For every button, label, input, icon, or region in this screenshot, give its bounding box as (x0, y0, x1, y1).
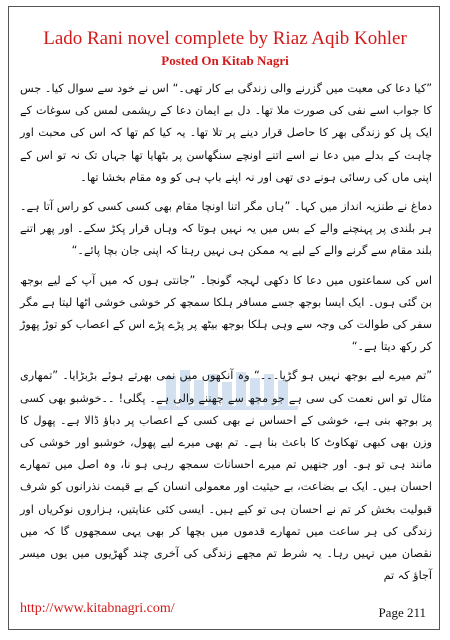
document-body (20, 78, 432, 594)
paragraph: اس کی سماعتوں میں دعا کا دکھی لہجہ گونجا۔ ”جانتی ہوں کہ میں آپ کے لیے بوجھ بن گئی ہوں۔ ایک ایسا بوجھ جسے مسافر ہلکا سمجھ کر خوشی خوشی اٹھا لیتا ہے مگر سفر کی طوالت کی وجہ سے وہی ہلکا بوجھ بیٹھ پر پڑے پڑے اس کے اعصاب کو توڑ پھوڑ کر رکھ دیتا ہے۔“ (20, 273, 432, 354)
paragraph: ”کیا دعا کی معیت میں گزرنے والی زندگی بے کار تھی۔“ اس نے خود سے سوال کیا۔ جس کا جواب اسے نفی کی صورت ملا تھا۔ دل بے ایمان دعا کے ریشمی لمس کی سوغات کے ایک پل کو زندگی بھر کا حاصل قرار دینے پر تلا تھا۔ یہ کیا کم تھا کہ اس کی محبت اور چاہت کے بدلے میں دعا نے اسے اتنے اونچے سنگھاسن پر بٹھایا تھا جہاں تک نہ تو اس کے اپنی ماں کی رسائی ہونے دی تھی اور نہ اپنے باپ ہی کو وہ مقام بخشا تھا۔ (20, 82, 432, 184)
page-subtitle: Posted On Kitab Nagri (161, 53, 289, 68)
site-link[interactable]: http://www.kitabnagri.com/ (20, 601, 175, 616)
paragraph: دماغ نے طنزیہ انداز میں کہا۔ ”ہاں مگر اتنا اونچا مقام بھی کسی کسی کو راس آتا ہے۔ ہر بلندی پر پہنچنے والے کے بس میں یہ نہیں ہوتا کہ وہاں قرار پکڑ سکے۔ اور پھر اتنے بلند مقام سے گرنے والے کے لیے یہ ممکن ہی نہیں رہتا کہ اپنی جان بچا پائے۔“ (20, 200, 432, 258)
paragraph: ”تم میرے لیے بوجھ نہیں ہو گڑیا۔۔۔“ وہ آنکھوں میں نمی بھرتے ہوئے بڑبڑایا۔ ”تمھاری مثال تو اس نعمت کی سی ہے جو مجھ سے چھننے والی ہے۔ پگلی! ۔۔خوشبو بھی کسی پر بوجھ بنی ہے، خوشی کے احساس نے بھی کسی کے اعصاب پر دباؤ ڈالا ہے۔ پھول کا وزن بھی کبھی تھکاوٹ کا باعث بنا ہے۔ تم بھی میرے لیے پھول، خوشبو اور خوشی کی مانند ہی تو ہو۔ اور جنھیں تم میرے احسانات سمجھ رہی ہو نا، وہ اصل میں تمھارے احسان ہیں۔ ایک بے بضاعت، بے حیثیت اور معمولی انسان کے بے قیمت نذرانوں کو شرف قبولیت بخش کر تم نے احسان ہی تو کیے ہیں۔ ایسی کئی عنایتیں، ہزاروں نوکریاں اور زندگی کی ہر ساعت میں تمھارے قدموں میں بچھا کر بھی یہی سمجھوں گا کہ میں نقصان میں نہیں رہا۔ یہ شرط تم مجھے زندگی کی آخری چند گھڑیوں میں یوں میسر آجاؤ کہ تم (20, 369, 432, 583)
page-title: Lado Rani novel complete by Riaz Aqib Kohler (43, 28, 407, 49)
page-number: Page 211 (378, 605, 426, 620)
